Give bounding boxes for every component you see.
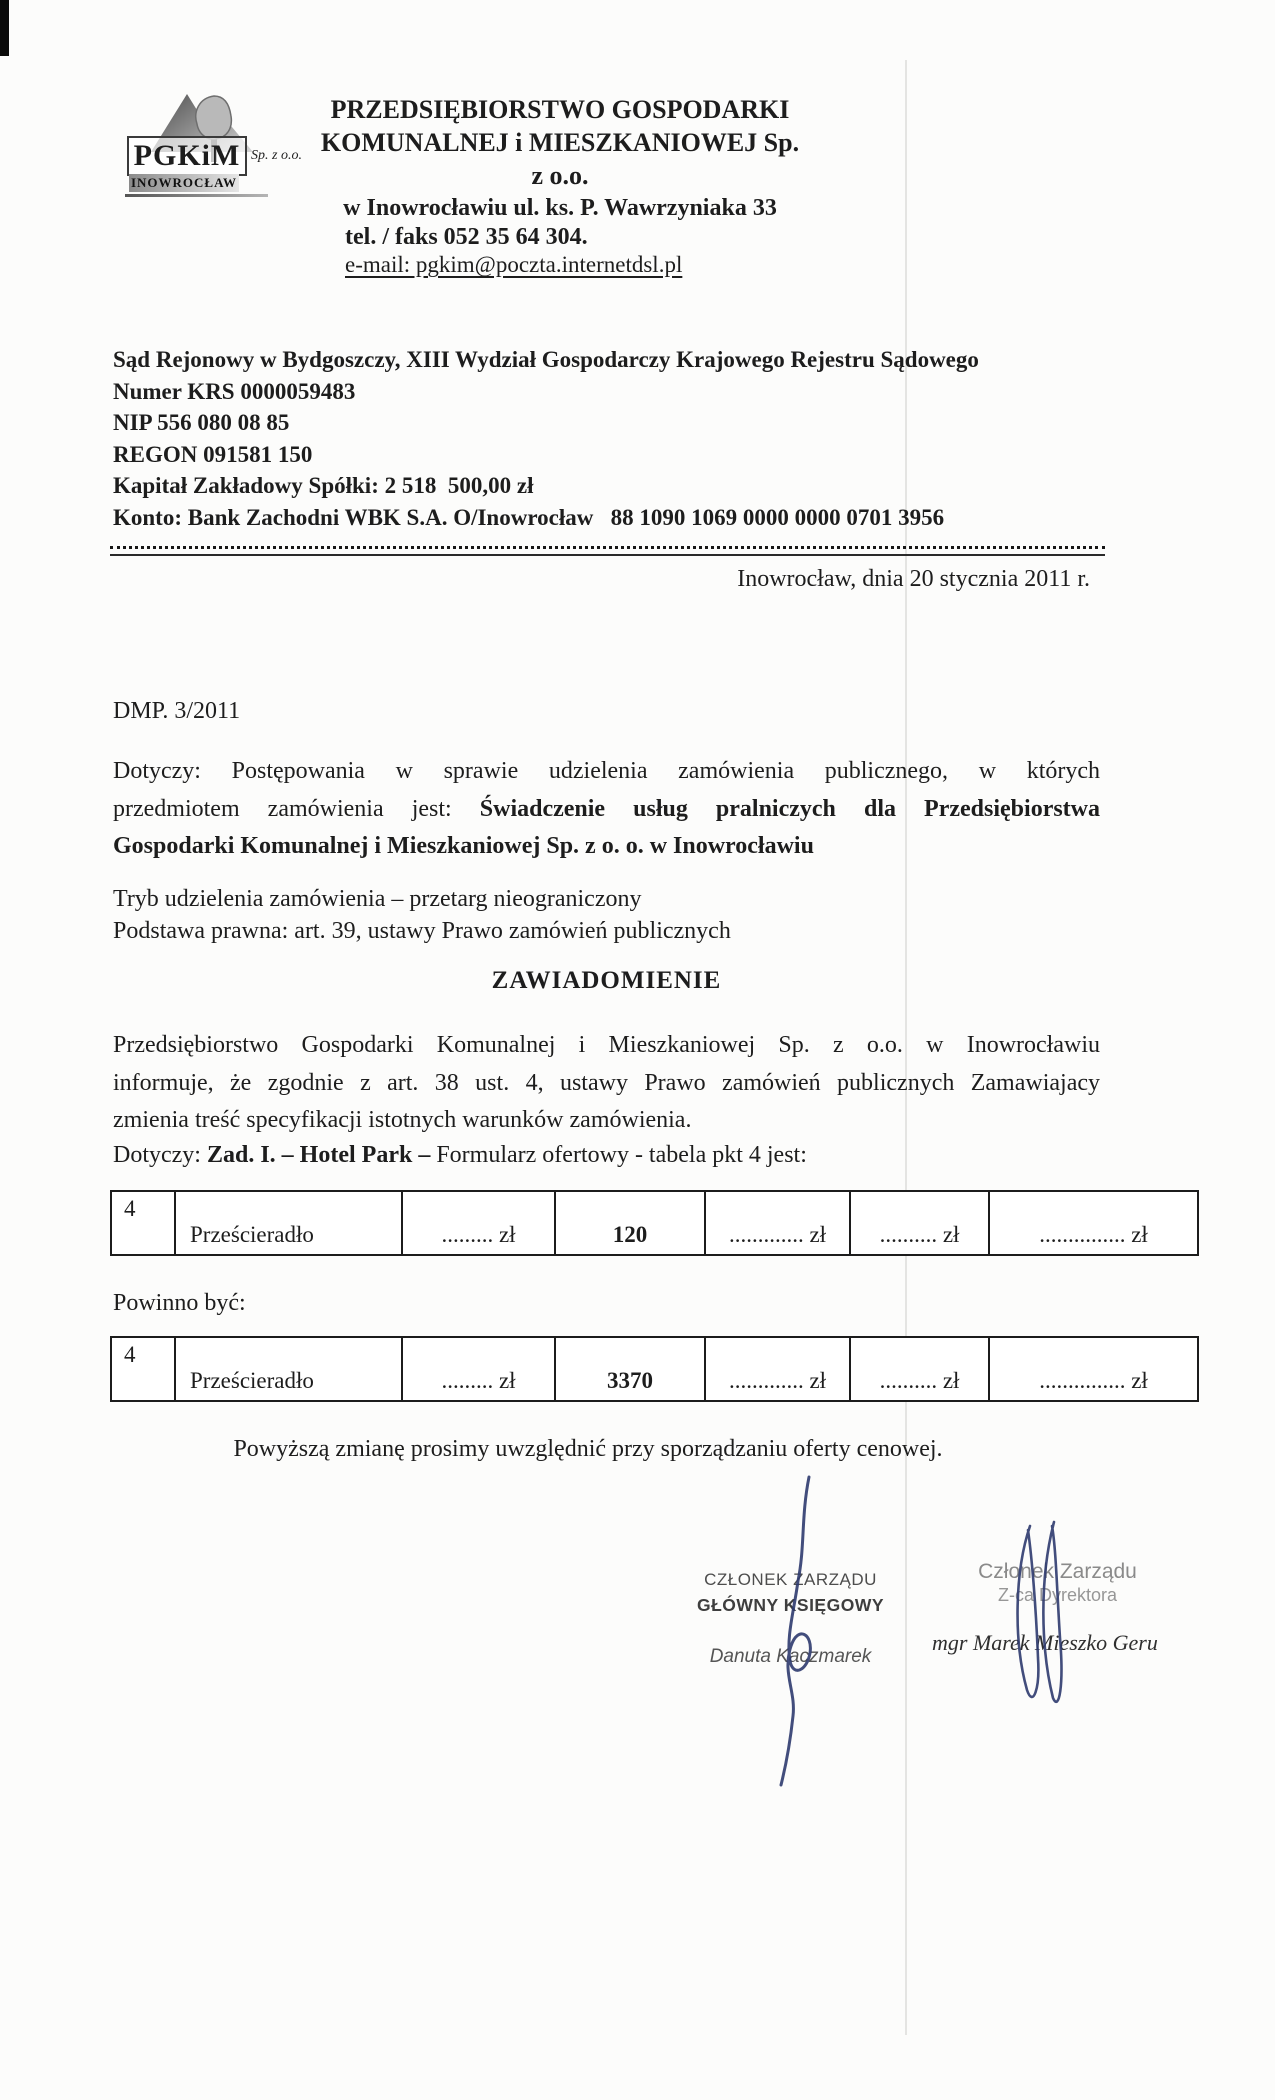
table-cell-item: Prześcieradło: [174, 1338, 401, 1400]
table-cell-row-number: 4: [124, 1342, 136, 1367]
left-stamp-title-line2: GŁÓWNY KSIĘGOWY: [696, 1595, 885, 1615]
right-handwritten-signature: [1008, 1518, 1084, 1720]
registry-block: [113, 344, 1113, 533]
table-cell-value-blank: ............. zł: [704, 1338, 849, 1400]
table-cell-row-number: 4: [124, 1196, 136, 1221]
table-cell-quantity: 3370: [554, 1338, 704, 1400]
subject-paragraph: [113, 753, 1100, 866]
should-be-label: Powinno być:: [113, 1290, 246, 1316]
offer-table-current: [110, 1190, 1199, 1256]
company-phone: tel. / faks 052 35 64 304.: [345, 224, 588, 250]
left-signer-name: Danuta Kaczmarek: [709, 1646, 872, 1667]
notice-paragraph: [113, 1027, 1100, 1140]
table-cell-gross-blank: ............... zł: [988, 1338, 1197, 1400]
change-intro-rest: Formularz ofertowy - tabela pkt 4 jest:: [430, 1142, 807, 1168]
company-email: e-mail: pgkim@poczta.internetdsl.pl: [345, 252, 683, 277]
offer-table-corrected: [110, 1336, 1199, 1402]
logo-suffix: Sp. z o.o.: [251, 148, 302, 163]
company-logo: [125, 88, 310, 200]
table-cell-item: Prześcieradło: [174, 1192, 401, 1254]
registry-nip: NIP 556 080 08 85: [113, 410, 290, 435]
subject-line2-bold: Świadczenie usług pralniczych dla Przedsiębiorstwa: [479, 795, 1101, 822]
notice-line2: informuje, że zgodnie z art. 38 ust. 4, ustawy Prawo zamówień publicznych Zamawiajacy: [113, 1069, 1100, 1096]
dotted-separator: [110, 546, 1105, 556]
closing-sentence: Powyższą zmianę prosimy uwzględnić przy sporządzaniu oferty cenowej.: [233, 1436, 943, 1462]
table-cell-vat-blank: .......... zł: [849, 1192, 988, 1254]
subject-line2-normal: przedmiotem zamówienia jest:: [113, 795, 480, 822]
right-title-line2: Z-ca Dyrektora: [997, 1585, 1118, 1605]
table-cell-quantity: 120: [554, 1192, 704, 1254]
left-signature-stamp: [688, 1570, 893, 1668]
registry-account: Konto: Bank Zachodni WBK S.A. O/Inowrocław 88 1090 1069 0000 0000 0701 3956: [113, 504, 945, 530]
change-intro-label: Dotyczy:: [113, 1142, 207, 1168]
registry-capital: Kapitał Zakładowy Spółki: 2 518 500,00 zł: [113, 473, 534, 498]
procedure-mode: Tryb udzielenia zamówienia – przetarg nieograniczony: [113, 886, 642, 912]
logo-divider: [125, 194, 268, 197]
scan-corner-artifact: [0, 0, 9, 56]
table-cell-price-blank: ......... zł: [401, 1338, 554, 1400]
logo-acronym: PGKiM: [127, 136, 247, 176]
reference-number: DMP. 3/2011: [113, 698, 241, 724]
subject-line2: [113, 791, 1100, 829]
right-title-line1: Członek Zarządu: [978, 1560, 1137, 1583]
registry-regon: REGON 091581 150: [113, 441, 313, 467]
subject-line1: Dotyczy: Postępowania w sprawie udzielenia zamówienia publicznego, w których: [113, 758, 1100, 784]
change-intro-task: Zad. I. – Hotel Park –: [206, 1142, 431, 1168]
notice-line3: zmienia treść specyfikacji istotnych warunków zamówienia.: [113, 1107, 692, 1133]
company-name-line1: PRZEDSIĘBIORSTWO GOSPODARKI: [330, 95, 790, 124]
notice-title: ZAWIADOMIENIE: [491, 967, 722, 994]
letterhead: [315, 93, 805, 278]
registry-krs: Numer KRS 0000059483: [113, 378, 356, 404]
notice-line1: Przedsiębiorstwo Gospodarki Komunalnej i Mieszkaniowej Sp. z o.o. w Inowrocławiu: [113, 1032, 1100, 1058]
table-cell-gross-blank: ............... zł: [988, 1192, 1197, 1254]
right-signer-name: mgr Marek Mieszko Geru: [932, 1630, 1158, 1655]
company-address: w Inowrocławiu ul. ks. P. Wawrzyniaka 33: [343, 195, 777, 221]
table-cell-value-blank: ............. zł: [704, 1192, 849, 1254]
registry-court: Sąd Rejonowy w Bydgoszczy, XIII Wydział Gospodarczy Krajowego Rejestru Sądowego: [113, 347, 979, 372]
company-name-line2: KOMUNALNEJ i MIESZKANIOWEJ Sp. z o.o.: [320, 128, 800, 190]
procedure-legal-basis: Podstawa prawna: art. 39, ustawy Prawo zamówień publicznych: [113, 918, 731, 944]
table-cell-price-blank: ......... zł: [401, 1192, 554, 1254]
right-signature-titles: [950, 1560, 1165, 1606]
table-cell-vat-blank: .......... zł: [849, 1338, 988, 1400]
logo-city: INOWROCŁAW: [130, 175, 238, 190]
subject-line3: Gospodarki Komunalnej i Mieszkaniowej Sp. z o. o. w Inowrocławiu: [113, 833, 814, 859]
left-stamp-title-line1: CZŁONEK ZARZĄDU: [704, 1570, 877, 1589]
change-intro: [113, 1142, 807, 1169]
date-line: Inowrocław, dnia 20 stycznia 2011 r.: [737, 566, 1090, 592]
